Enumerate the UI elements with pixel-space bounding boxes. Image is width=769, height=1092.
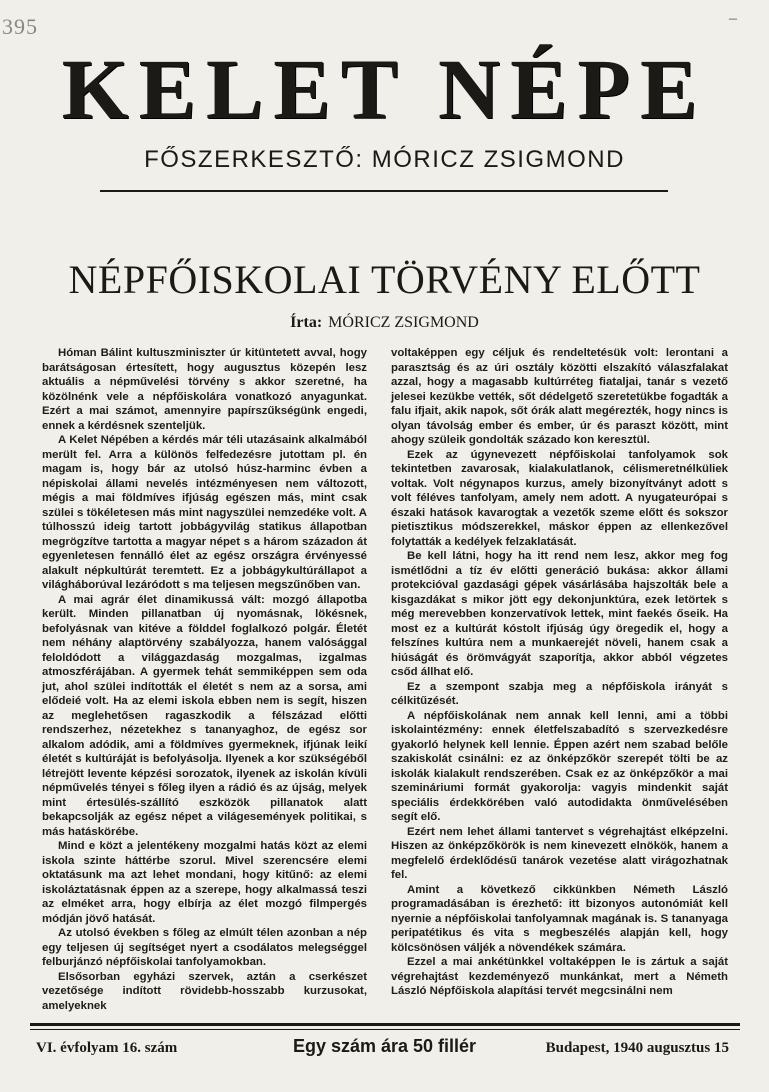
- right-paragraph-4: Ez a szempont szabja meg a népfőiskola irányát s célkitűzését.: [391, 680, 728, 707]
- article-headline: NÉPFŐISKOLAI TÖRVÉNY ELŐTT: [68, 257, 701, 302]
- right-paragraph-7: Amint a következő cikkünkben Németh László programadásában is érezhető: itt bizonyos autonómiát kell nyernie a népfőiskolai tanfolyamnak magának is. S tananyaga peripatétikus és vita s megbeszélés alapján kell, hogy kölcsönösen váljék a növendékek számára.: [391, 883, 728, 954]
- right-paragraph-8: Ezzel a mai ankétünkkel voltaképpen le is zártuk a saját végrehajtást kezdeményező munkánkat, mert a Németh László Népfőiskola alapítási tervét megcsinálni nem: [391, 956, 728, 997]
- article-byline: [0, 314, 769, 332]
- right-paragraph-5: A népfőiskolának nem annak kell lenni, ami a többi iskolaintézmény: ennek életfelszabadító s szervezkedésre gyakorló helynek kell lennie. Éppen azért nem szabad belőle szakiskolát csinálni: ez az önképzőkör szerepét tölti be az iskolák kialakult rendszerében. Csak ez az önképzőkör a mai szemináriumi formát gyakorolja: vagyis mindenkit saját speciális érdekkörében való autodidakta önművelésében segít elő.: [391, 709, 728, 823]
- footer-divider-thin: [30, 1029, 740, 1030]
- editor-line: FŐSZERKESZTŐ: MÓRICZ ZSIGMOND: [144, 146, 625, 173]
- left-paragraph-6: Elsősorban egyházi szervek, aztán a cserkészet vezetősége indított rövidebb-hosszabb kurzusokat, amelyeknek: [42, 970, 367, 1012]
- left-paragraph-4: Mind e közt a jelentékeny mozgalmi hatás közt az elemi iskola szinte háttérbe szorul. Mivel szerencsére elemi oktatásunk ma azt lehet mondani, hogy kitűnő: az elemi iskoláztatásnak éppen az a szerepe, hogy alkalmassá teszi az elméket arra, hogy elbírja az élet mozgó filmpergés módján jövő hatását.: [42, 840, 367, 925]
- left-paragraph-2: A Kelet Népében a kérdés már téli utazásaink alkalmából merült fel. Arra a különös felfedezésre jutottam pl. én magam is, hogy bár az utolsó húsz-harminc évben a népiskolai állami nevelés intézményesen nem változott, mégis a mai földmíves ifjúság egészen más, mint csak szülei s tökéletesen más mint nagyszülei nemzedéke volt. A túlhosszú ideig tartott jobbágyvilág statikus állapotban megrögzítve tartotta a magyar népet s a három századon át egyenletesen fennálló élet az egész országra érvényessé alakult népkultúrát teremtett. Ez a jobbágykultúrállapot a világháborúval lezáródott s ma teljesen megszűnőben van.: [42, 434, 367, 591]
- right-paragraph-6: Ezért nem lehet állami tantervet s végrehajtást elképzelni. Hiszen az önképzőkörök is nem kinevezett elnökök, hanem a megfelelő érdeklődésű tanárok vezetése alatt virágozhatnak fel.: [391, 825, 728, 881]
- footer-divider-thick: [30, 1023, 740, 1026]
- issue-number: VI. évfolyam 16. szám: [36, 1040, 178, 1056]
- left-paragraph-3: A mai agrár élet dinamikussá vált: mozgó állapotba került. Minden pillanatban új nyomásnak, lökésnek, befolyásnak van kitéve a földdel foglalkozó polgár. Életét nem néhány alaptörvény szabályozza, hanem valósággal feloldódott a világgazdaság mozgalmas, izgalmas atmoszférájában. A gyermek tehát semmiképpen sem oda jut, ahol szülei indították el életét s nem az a sorsa, ami elődeié volt. Ha az elemi iskola ebben nem is segít, hiszen az meglehetősen ragaszkodik a félszázad előtti rendszerhez, nézetekhez s tananyaghoz, de egész sor alkalom adódik, ami a földmíves gyermeknek, ifjúnak leikí életét s kultúráját is befolyásolja. Ilyenek a kor szükségéből létrejött levente képzési sorozatok, ilyenek az iskolán kívüli népművelés tényei s főleg ilyen a rádió és az újság, melyek mint értesülés-szállító eszközök pillanatok alatt bekapcsolják az egész népet a világesemények politikai, s más hatáskörébe.: [42, 593, 367, 838]
- right-paragraph-2: Ezek az úgynevezett népfőiskolai tanfolyamok sok tekintetben zavarosak, kialakulatlanok, célismeretnélküliek voltak. Volt négynapos kurzus, amely bizonyítványt adott s volt féléves tanfolyam, amely nem adott. A nyugateurópai s északi hatások kavarogtak a vezetők szeme előtt és sokszor pietisztikus módszerekkel, máskor éppen az ellenkezővel folytatták a kedélyek felzaklatását.: [391, 448, 728, 548]
- left-paragraph-5: Az utolsó években s főleg az elmúlt télen azonban a nép egy teljesen új segítséget nyert a csodálatos melegséggel felburjánzó népfőiskolai tanfolyamokban.: [42, 927, 367, 968]
- right-paragraph-3: Be kell látni, hogy ha itt rend nem lesz, akkor meg fog ismétlődni a tíz év előtti generáció bukása: akkor állami protekcióval gazdasági gépek vásárlásába hajszolták bele a kisgazdákat s mikor jött egy dekonjunktúra, ezek letörtek s még merevebben konzervatívok lettek, mint faekés őseik. Ha most ez a kultúrát kóstolt ifjúság úgy öregedik el, hogy a felszínes kultúra nem a munkaerejét növeli, hanem csak a hiúságát és örömvágyát szaporítja, akkor abból végzetes csőd állhat elő.: [391, 550, 728, 678]
- left-column: [42, 346, 367, 1013]
- page-number: 395: [2, 14, 38, 39]
- corner-dash: –: [729, 10, 737, 27]
- byline-label: Írta:: [290, 314, 323, 331]
- place-date: Budapest, 1940 augusztus 15: [545, 1040, 729, 1056]
- masthead-divider: [100, 190, 668, 192]
- left-paragraph-1: Hóman Bálint kultuszminiszter úr kitüntetett avval, hogy barátságosan értesített, hogy augusztus közepén lesz aktuális a népművelési törvény s akkor szeretné, ha közölnénk vele a népfőiskolára vonatkozó anyagunkat. Ezért a mai számot, amennyire papírszűkségünk engedi, ennek a kérdésnek szenteljük.: [42, 347, 367, 432]
- right-column: [391, 346, 728, 999]
- right-paragraph-1: voltaképpen egy céljuk és rendeltetésük volt: lerontani a parasztság és az úri osztály közötti elszakító válaszfalakat azzal, hogy a magasabb kultúrréteg fiataljai, tanár s vezető jelesei kezükbe vették, sőt dédelgető szeretetükbe fogadták a falu ifjait, akik napok, sőt órák alatt megérezték, hogy nincs is olyan távolság ember és ember, úr és paraszt között, mint ahogy szüleik gondolták százado kon keresztül.: [391, 347, 728, 446]
- byline-author: MÓRICZ ZSIGMOND: [328, 314, 479, 331]
- price-line: Egy szám ára 50 fillér: [292, 1036, 477, 1056]
- masthead-title: KELET NÉPE: [61, 41, 708, 137]
